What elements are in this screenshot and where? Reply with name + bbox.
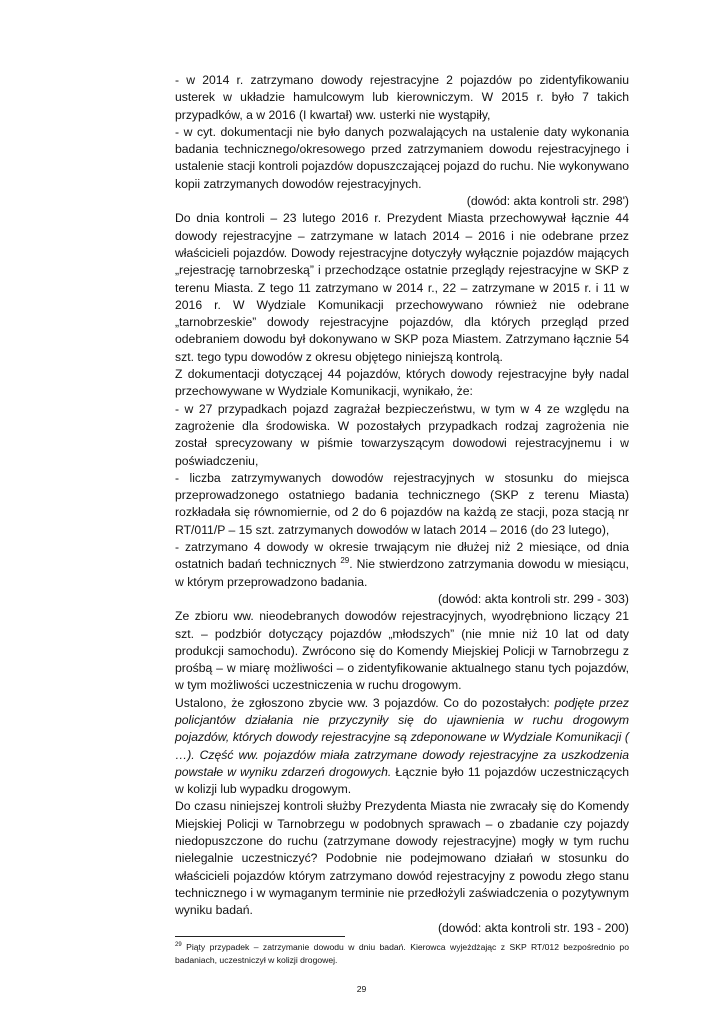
paragraph-z-dokumentacji: Z dokumentacji dotyczącej 44 pojazdów, których dowody rejestracyjne były nadal przechowywane w Wydziale Komunikacji, wynikało, że: [175, 367, 629, 399]
paragraph-27-przypadkach: - w 27 przypadkach pojazd zagrażał bezpieczeństwu, w tym w 4 ze względu na zagrożenie dla środowiska. W pozostałych przypadkach rodzaj zagrożenia nie został sprecyzowany w piśmie towarzyszącym dowodowi rejestracyjnemu i w poświadczeniu, [175, 401, 629, 468]
paragraph-44-dowody: Do dnia kontroli – 23 lutego 2016 r. Prezydent Miasta przechowywał łącznie 44 dowody rejestracyjne – zatrzymane w latach 2014 – 2016 i nie odebrane przez właścicieli pojazdów. Dowody rejestracyjne dotyczyły wyłącznie pojazdów mających „rejestrację tarnobrzeską” i przechodzące ostatnie przeglądy rejestracyjne w SKP z terenu Miasta. Z tego 11 zatrzymano w 2014 r., 22 – zatrzymane w 2015 r. i 11 w 2016 r. W Wydziale Komunikacji przechowywano również nie odebrane „tarnobrzeskie” dowody rejestracyjne pojazdów, dla których przegląd przed odebraniem dowodu był dokonywano w SKP poza Miastem. Zatrzymano łącznie 54 szt. tego typu dowodów z okresu objętego niniejszą kontrolą. [175, 211, 629, 364]
p8-before: - zatrzymano 4 dowody w okresie trwającym nie dłużej niż 2 miesiące, od dnia ostatnich badań technicznych [175, 540, 629, 572]
body-text [175, 72, 629, 937]
paragraph-do-czasu: Do czasu niniejszej kontroli służby Prezydenta Miasta nie zwracały się do Komendy Miejskiej Policji w Tarnobrzegu w podobnych sprawach – o zbadanie czy pojazdy niedopuszczone do ruchu (zatrzymane dowody rejestracyjne) mogły w tym ruchu nielegalnie uczestniczyć? Podobnie nie podejmowano działań w stosunku do właścicieli pojazdów którym zatrzymano dowód rejestracyjny z powodu złego stanu technicznego i w wymaganym terminie nie przedłożyli zaświadczenia o pozytywnym wyniku badań. [175, 799, 629, 918]
paragraph-4-dowody [175, 539, 629, 591]
footnote-ref: 29 [340, 556, 350, 566]
paragraph-ustalono [175, 695, 629, 799]
p10-intro: Ustalono, że zgłoszono zbycie ww. 3 pojazdów. Co do pozostałych: [175, 695, 555, 710]
footnote-number: 29 [175, 942, 182, 949]
p8-after: . Nie stwierdzono zatrzymania dowodu w miesiącu, w którym przeprowadzono badania. [175, 557, 629, 589]
page-number: 29 [356, 984, 367, 994]
footnote-separator [175, 936, 345, 937]
paragraph-liczba-zatrzymywanych: - liczba zatrzymywanych dowodów rejestracyjnych w stosunku do miejsca przeprowadzonego ostatniego badania technicznego (SKP z terenu Miasta) rozkładała się równomiernie, od 2 do 6 pojazdów na każdą ze stacji, poza stacją nr RT/011/P – 15 szt. zatrzymanych dowodów w latach 2014 – 2016 (do 23 lutego), [175, 470, 629, 537]
evidence-reference: (dowód: akta kontroli str. 298') [466, 194, 629, 209]
p10-quote: podjęte przez policjantów działania nie przyczyniły się do ujawnienia w ruchu drogowym pojazdów, których dowody rejestracyjne są zdeponowane w Wydziale Komunikacji ( …). Część ww. pojazdów miała zatrzymane dowody rejestracyjne za uszkodzenia powstałe w wyniku zdarzeń drogowych. [175, 695, 629, 779]
paragraph-ze-zbioru: Ze zbioru ww. nieodebranych dowodów rejestracyjnych, wyodrębniono liczący 21 szt. – podzbiór dotyczący pojazdów „młodszych” (nie mnie niż 10 lat od daty produkcji samochodu). Zwrócono się do Komendy Miejskiej Policji w Tarnobrzegu z prośbą – w miarę możliwości – o zidentyfikowanie aktualnego stanu tych pojazdów, w tym możliwości uczestniczenia w ruchu drogowym. [175, 609, 629, 693]
evidence-reference: (dowód: akta kontroli str. 299 - 303) [437, 591, 629, 606]
p10-summary: Łącznie było 11 pojazdów uczestniczących w kolizji lub wypadku drogowym. [175, 764, 629, 797]
footnote-text: Piąty przypadek – zatrzymanie dowodu w dniu badań. Kierowca wyjeżdżając z SKP RT/012 bezpośrednio po badaniach, uczestniczył w kolizji drogowej. [175, 942, 629, 965]
footnote [175, 941, 629, 966]
paragraph-2014-usterki: - w 2014 r. zatrzymano dowody rejestracyjne 2 pojazdów po zidentyfikowaniu usterek w układzie hamulcowym lub kierowniczym. W 2015 r. było 7 takich przypadków, a w 2016 (I kwartał) ww. usterki nie wystąpiły, [175, 73, 629, 122]
paragraph-brak-danych: - w cyt. dokumentacji nie było danych pozwalających na ustalenie daty wykonania badania technicznego/okresowego przed zatrzymaniem dowodu rejestracyjnego i ustalenie stacji kontroli pojazdów dopuszczającej pojazd do ruchu. Nie wykonywano kopii zatrzymanych dowodów rejestracyjnych. [175, 124, 629, 191]
evidence-reference: (dowód: akta kontroli str. 193 - 200) [437, 920, 629, 935]
